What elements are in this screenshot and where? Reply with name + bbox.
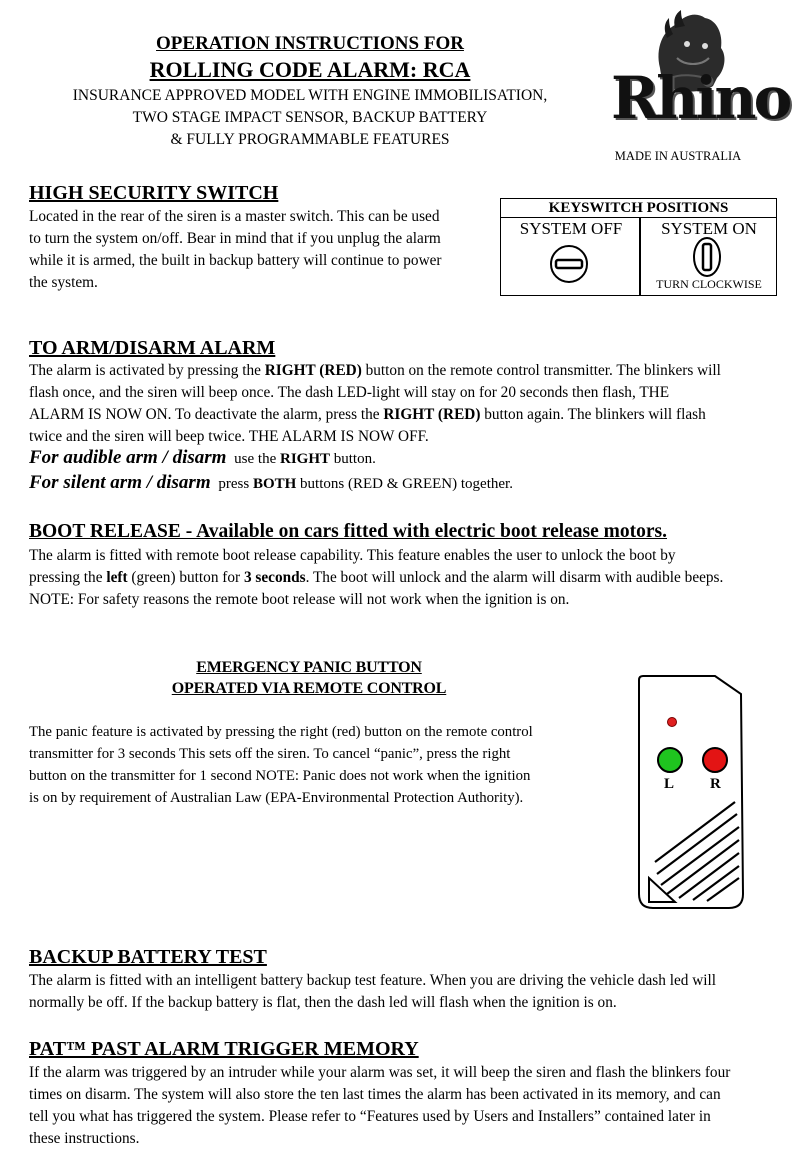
arm-line3-bold: RIGHT (RED) [383, 406, 481, 423]
keyswitch-title: KEYSWITCH POSITIONS [501, 199, 776, 218]
boot-line2-e: . The boot will unlock and the alarm will disarm with audible beeps. [305, 569, 724, 586]
remote-control-illustration [635, 672, 750, 912]
system-on-label: SYSTEM ON [661, 219, 757, 238]
boot-release-text [29, 545, 781, 611]
battery-line-1: The alarm is fitted with an intelligent battery backup test feature. When you are driving the vehicle dash led will [29, 972, 717, 989]
arm-line1-text-a: The alarm is activated by pressing the [29, 362, 265, 379]
audible-arm-line [29, 447, 376, 469]
pat-line-4: these instructions. [29, 1130, 140, 1147]
pat-line-2: times on disarm. The system will also store the ten last times the alarm has been activated in its memory, and can [29, 1086, 721, 1103]
boot-line-1: The alarm is fitted with remote boot release capability. This feature enables the user to unlock the boot by [29, 547, 676, 564]
remote-right-label: R [710, 776, 721, 792]
high-security-line-1: Located in the rear of the siren is a master switch. This can be used [29, 208, 440, 225]
arm-disarm-heading: TO ARM/DISARM ALARM [29, 337, 276, 359]
silent-bold: BOTH [252, 476, 297, 492]
keyswitch-off-icon [546, 244, 592, 284]
keyswitch-on-icon [691, 235, 723, 279]
boot-release-heading: BOOT RELEASE - Available on cars fitted with electric boot release motors. [29, 521, 668, 542]
pat-line-1: If the alarm was triggered by an intruder while your alarm was set, it will beep the siren and flash the blinkers four [29, 1064, 731, 1081]
panic-heading [29, 657, 589, 699]
arm-line1-bold: RIGHT (RED) [264, 362, 362, 379]
arm-disarm-line-2: flash once, and the siren will beep once. The dash LED-light will stay on for 20 seconds then flash, THE [29, 384, 670, 401]
high-security-line-4: the system. [29, 274, 98, 291]
arm-disarm-line-4: twice and the siren will beep twice. THE ALARM IS NOW OFF. [29, 428, 429, 445]
arm-disarm-line-3 [29, 404, 781, 426]
boot-line2-bold-seconds: 3 seconds [243, 569, 306, 586]
document-header [0, 32, 620, 151]
arm-line1-text-c: button on the remote control transmitter. The blinkers will [361, 362, 721, 379]
boot-line2-bold-left: left [106, 569, 128, 586]
backup-battery-heading: BACKUP BATTERY TEST [29, 946, 267, 968]
made-in-australia: MADE IN AUSTRALIA [614, 149, 742, 163]
system-off-label: SYSTEM OFF [519, 219, 623, 238]
remote-left-button [658, 748, 682, 772]
pat-heading: PAT™ PAST ALARM TRIGGER MEMORY [29, 1038, 419, 1060]
arm-disarm-text [29, 360, 781, 448]
subtitle-line-2: TWO STAGE IMPACT SENSOR, BACKUP BATTERY [132, 109, 488, 126]
battery-line-2: normally be off. If the backup battery is flat, then the dash led will flash when the ignition is on. [29, 994, 617, 1011]
audible-arm-label: For audible arm / disarm [29, 447, 227, 468]
pat-line-3: tell you what has triggered the system. Please refer to “Features used by Users and Installers” contained later in [29, 1108, 711, 1125]
boot-line2-a: pressing the [29, 569, 107, 586]
turn-clockwise-note: TURN CLOCKWISE [656, 277, 762, 291]
remote-led [668, 718, 677, 727]
panic-line-1: The panic feature is activated by pressing the right (red) button on the remote control [29, 724, 533, 740]
subtitle-line-1: INSURANCE APPROVED MODEL WITH ENGINE IMMOBILISATION, [72, 87, 548, 104]
silent-arm-line [29, 472, 513, 494]
panic-line-4: is on by requirement of Australian Law (EPA-Environmental Protection Authority). [29, 790, 524, 806]
pat-text [29, 1062, 781, 1150]
title-line-2: ROLLING CODE ALARM: RCA [149, 57, 471, 82]
panic-text [29, 721, 589, 809]
high-security-line-2: to turn the system on/off. Bear in mind that if you unplug the alarm [29, 230, 441, 247]
panic-heading-line-2: OPERATED VIA REMOTE CONTROL [171, 680, 447, 697]
boot-line2-c: (green) button for [127, 569, 244, 586]
rhino-logo [605, 8, 790, 158]
remote-left-label: L [664, 776, 675, 792]
panic-heading-line-1: EMERGENCY PANIC BUTTON [196, 659, 422, 676]
title-line-1: OPERATION INSTRUCTIONS FOR [156, 33, 464, 54]
audible-text-c: button. [330, 451, 376, 467]
arm-line3-text-a: ALARM IS NOW ON. To deactivate the alarm, press the [29, 406, 384, 423]
remote-control-icon [635, 672, 750, 912]
silent-arm-label: For silent arm / disarm [29, 472, 211, 493]
subtitle-line-3: & FULLY PROGRAMMABLE FEATURES [170, 131, 450, 148]
high-security-heading: HIGH SECURITY SWITCH [29, 182, 279, 204]
audible-bold: RIGHT [280, 451, 331, 467]
boot-line-3: NOTE: For safety reasons the remote boot release will not work when the ignition is on. [29, 591, 570, 608]
backup-battery-text [29, 970, 781, 1014]
panic-line-2: transmitter for 3 seconds This sets off the siren. To cancel “panic”, press the right [29, 746, 511, 762]
panic-line-3: button on the transmitter for 1 second NOTE: Panic does not work when the ignition [29, 768, 531, 784]
keyswitch-box [500, 198, 777, 296]
high-security-text [29, 206, 477, 294]
remote-right-button [703, 748, 727, 772]
high-security-line-3: while it is armed, the built in backup battery will continue to power [29, 252, 442, 269]
boot-line-2 [29, 567, 781, 589]
silent-text-a: press [218, 476, 253, 492]
silent-text-c: buttons (RED & GREEN) together. [296, 476, 513, 492]
arm-line3-text-c: button again. The blinkers will flash [480, 406, 706, 423]
arm-disarm-line-1 [29, 360, 781, 382]
audible-text-a: use the [234, 451, 280, 467]
brand-wordmark: Rhino [611, 64, 790, 132]
